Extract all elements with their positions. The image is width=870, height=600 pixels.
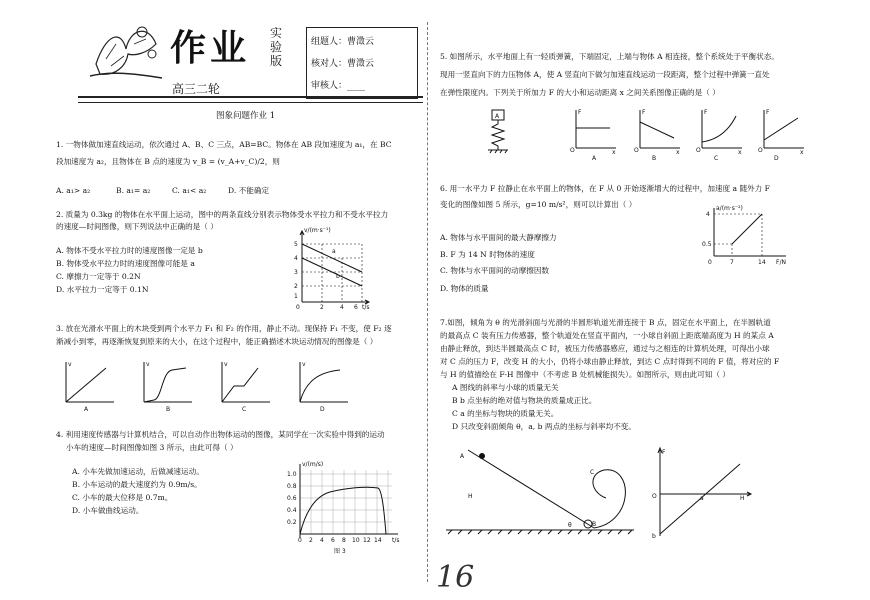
q7-option-c: C a 的坐标与物块的质量无关。 — [452, 409, 559, 418]
q4-option-b: B. 小车运动的最大速度约为 0.9m/s。 — [72, 480, 202, 489]
q2-option-a: A. 物体不受水平拉力时的速度图像一定是 b — [56, 246, 203, 255]
info-box — [306, 27, 418, 99]
svg-text:0.4: 0.4 — [287, 507, 297, 514]
svg-text:14: 14 — [758, 259, 766, 266]
q5-graph-c — [696, 108, 744, 162]
svg-text:0: 0 — [708, 259, 712, 266]
svg-text:0.8: 0.8 — [287, 483, 297, 490]
q4-velocity-graph — [286, 460, 402, 556]
svg-text:12: 12 — [363, 537, 371, 544]
svg-text:H: H — [468, 493, 473, 500]
svg-text:0.6: 0.6 — [287, 495, 297, 502]
svg-text:10: 10 — [352, 537, 360, 544]
q3-label-d: D — [320, 406, 325, 413]
svg-text:O: O — [634, 147, 639, 154]
q2-velocity-graph — [290, 228, 370, 310]
svg-text:7: 7 — [730, 259, 734, 266]
q5-text-1: 5. 如图所示，水平地面上有一轻质弹簧，下端固定，上端与物体 A 相连接，整个系统处于平衡状态。 — [440, 52, 779, 61]
header-rule — [78, 96, 423, 103]
svg-text:F: F — [704, 109, 708, 116]
q7-line-4: 对 C 点的压力 F，改变 H 的大小，仍将小球由静止释放，到达 C 点时得到不同的 F 值，将对应的 F — [440, 357, 780, 366]
q4-option-a: A. 小车先做加速运动，后做减速运动。 — [72, 467, 204, 476]
q5-graph-b — [634, 108, 682, 162]
svg-text:0.2: 0.2 — [287, 519, 297, 526]
svg-text:F: F — [662, 449, 666, 456]
header-subtitle: 实验版 — [270, 26, 283, 68]
q2-xtick: 6 — [354, 304, 358, 311]
q5-text-2: 现用一竖直向下的力压物体 A，使 A 竖直向下做匀加速直线运动一段距离，整个过程中弹簧一直处 — [440, 70, 770, 79]
svg-text:A: A — [495, 113, 500, 120]
svg-text:v: v — [302, 361, 306, 368]
q5-label-b: B — [652, 155, 657, 162]
q2-option-c: C. 摩擦力一定等于 0.2N — [56, 272, 141, 281]
column-divider — [427, 22, 428, 582]
q7-option-d: D 只改变斜面倾角 θ，a, b 两点的坐标与斜率均不变。 — [452, 422, 636, 431]
q6-acceleration-graph — [700, 204, 790, 266]
q2-line-b-label: b — [336, 273, 340, 280]
svg-text:x: x — [738, 149, 742, 156]
svg-text:2: 2 — [309, 537, 313, 544]
q2-option-d: D. 水平拉力一定等于 0.1N — [56, 285, 149, 294]
svg-text:4: 4 — [706, 211, 710, 218]
q2-xtick: 4 — [340, 304, 344, 311]
q5-label-d: D — [774, 155, 779, 162]
svg-text:0: 0 — [298, 537, 302, 544]
svg-text:v: v — [146, 361, 150, 368]
svg-text:F: F — [766, 109, 770, 116]
info-row: 核对人：曹澂云 — [311, 59, 375, 69]
q4-graph-xlabel: t/s — [392, 537, 400, 544]
svg-text:H: H — [740, 495, 745, 502]
svg-text:B: B — [592, 521, 597, 528]
butterfly-logo-icon — [86, 14, 166, 84]
q2-xtick: 0 — [296, 304, 300, 311]
q2-ytick: 4 — [294, 255, 298, 262]
section-title: 图象问题作业 1 — [216, 111, 276, 121]
q7-line-2: 的最高点 C 装有压力传感器，整个轨道处在竖直平面内，一小球自斜面上距底端高度为 H 的某点 A — [440, 331, 774, 340]
q5-label-c: C — [714, 155, 719, 162]
svg-text:θ: θ — [568, 522, 572, 529]
q2-line-a-label: a — [332, 248, 336, 255]
q5-spring-figure — [486, 108, 510, 158]
svg-text:A: A — [460, 453, 465, 460]
svg-text:a: a — [700, 495, 704, 502]
q7-track-figure — [444, 440, 640, 540]
svg-text:14: 14 — [374, 537, 382, 544]
header-grade: 高三二轮 — [172, 82, 221, 96]
svg-text:4: 4 — [320, 537, 324, 544]
q1-text-1: 1. 一物体做加速直线运动，依次通过 A、B、C 三点，AB=BC。物体在 AB 段加速度为 a₁，在 BC — [56, 140, 392, 149]
q4-option-d: D. 小车做曲线运动。 — [72, 506, 144, 515]
q6-option-a: A. 物体与水平面间的最大静摩擦力 — [440, 233, 557, 242]
q5-text-3: 在弹性限度内。下列关于所加力 F 的大小和运动距离 x 之间关系图像正确的是（ ） — [440, 88, 720, 97]
svg-text:0.5: 0.5 — [702, 241, 712, 248]
handwritten-number: 16 — [436, 560, 475, 595]
q5-graph-d — [758, 108, 806, 162]
q2-xtick: 2 — [320, 304, 324, 311]
q5-graph-a — [570, 108, 618, 162]
q3-graph-b — [140, 360, 196, 412]
q2-graph-xlabel: t/s — [362, 304, 370, 311]
q1-option-b: B. a₁= a₂ — [116, 186, 151, 195]
svg-text:1.0: 1.0 — [287, 471, 297, 478]
q1-option-a: A. a₁> a₂ — [56, 186, 91, 195]
q3-text-1: 3. 放在光滑水平面上的木块受到两个水平力 F₁ 和 F₂ 的作用，静止不动。现保持 F₁ 不变，使 F₂ 逐 — [56, 324, 392, 333]
q4-text-1: 4. 利用速度传感器与计算机结合，可以自动作出物体运动的图像，某同学在一次实验中得到的运动 — [56, 430, 385, 439]
q1-option-c: C. a₁< a₂ — [172, 186, 207, 195]
svg-text:F: F — [642, 109, 646, 116]
header-title: 作业 — [170, 28, 251, 69]
q7-line-5: 与 H 的值描绘在 F-H 图像中（不考虑 B 处机械能损失）。如图所示，则由此可知（ ） — [440, 370, 731, 379]
q2-ytick: 5 — [294, 241, 298, 248]
info-row: 审核人：____ — [311, 81, 366, 91]
q2-ytick: 1 — [294, 293, 298, 300]
q1-option-d: D. 不能确定 — [228, 186, 270, 195]
svg-text:6: 6 — [331, 537, 335, 544]
q6-option-c: C. 物体与水平面间的动摩擦因数 — [440, 266, 550, 275]
q4-option-c: C. 小车的最大位移是 0.7m。 — [72, 493, 173, 502]
q2-graph-ylabel: v/(m·s⁻¹) — [304, 227, 331, 234]
q2-text-2: 的速度—时间图像，则下列说法中正确的是（ ） — [56, 222, 218, 231]
q2-option-b: B. 物体受水平拉力时的速度图像可能是 a — [56, 259, 195, 268]
q2-ytick: 2 — [294, 283, 298, 290]
svg-text:O: O — [570, 147, 575, 154]
q1-text-2: 段加速度为 a₂，且物体在 B 点的速度为 v_B = (v_A+v_C)/2，则 — [56, 157, 280, 166]
q7-fh-graph — [650, 444, 762, 540]
q4-graph-ylabel: v/(m/s) — [302, 461, 324, 468]
q3-label-b: B — [166, 406, 171, 413]
q7-option-b: B b 点坐标的绝对值与物块的质量成正比。 — [452, 396, 597, 405]
svg-text:8: 8 — [342, 537, 346, 544]
q5-label-a: A — [592, 155, 597, 162]
q7-line-1: 7.如图，倾角为 θ 的光滑斜面与光滑的半圆形轨道光滑连接于 B 点，固定在水平面上，在半圆轨道 — [440, 318, 771, 327]
svg-text:x: x — [800, 149, 804, 156]
q2-ytick: 3 — [294, 269, 298, 276]
svg-text:O: O — [758, 147, 763, 154]
q7-option-a: A 图线的斜率与小球的质量无关 — [452, 383, 559, 392]
q6-option-d: D. 物体的质量 — [440, 284, 489, 293]
q3-text-2: 渐减小到零，再逐渐恢复到原来的大小，在这个过程中，能正确描述木块运动情况的图像是（ ） — [56, 337, 378, 346]
svg-text:F: F — [578, 109, 582, 116]
q3-label-a: A — [84, 406, 89, 413]
svg-text:b: b — [652, 533, 656, 540]
q4-text-2: 小车的速度—时间图像如图 3 所示，由此可得（ ） — [66, 443, 238, 452]
svg-text:O: O — [696, 147, 701, 154]
q2-text-1: 2. 质量为 0.3kg 的物体在水平面上运动，图中的两条直线分别表示物体受水平拉力和不受水平拉力 — [56, 210, 389, 219]
info-row: 组题人：曹澂云 — [311, 37, 375, 47]
q3-graph-c — [218, 360, 274, 412]
svg-text:O: O — [652, 493, 657, 500]
q3-graph-a — [62, 360, 118, 412]
svg-text:v: v — [68, 361, 72, 368]
svg-text:C: C — [590, 469, 595, 476]
q3-label-c: C — [242, 406, 247, 413]
q6-option-b: B. F 为 14 N 时物体的速度 — [440, 250, 535, 259]
q4-graph-caption: 图 3 — [334, 548, 346, 555]
svg-text:v: v — [224, 361, 228, 368]
q6-graph-ylabel: a/(m·s⁻²) — [716, 205, 743, 212]
svg-text:x: x — [612, 149, 616, 156]
q6-graph-xlabel: F/N — [776, 259, 786, 266]
svg-text:x: x — [676, 149, 680, 156]
q6-text-2: 变化的图像如图 5 所示，g=10 m/s²，则可以计算出（ ） — [440, 200, 637, 209]
q6-text-1: 6. 用一水平力 F 拉静止在水平面上的物体，在 F 从 0 开始逐渐增大的过程中，加速度 a 随外力 F — [440, 184, 770, 193]
q3-graph-d — [296, 360, 352, 412]
q7-line-3: 由静止释放，到达半圆最高点 C 时，被压力传感器感应，通过与之相连的计算机处理，可得出小球 — [440, 344, 770, 353]
